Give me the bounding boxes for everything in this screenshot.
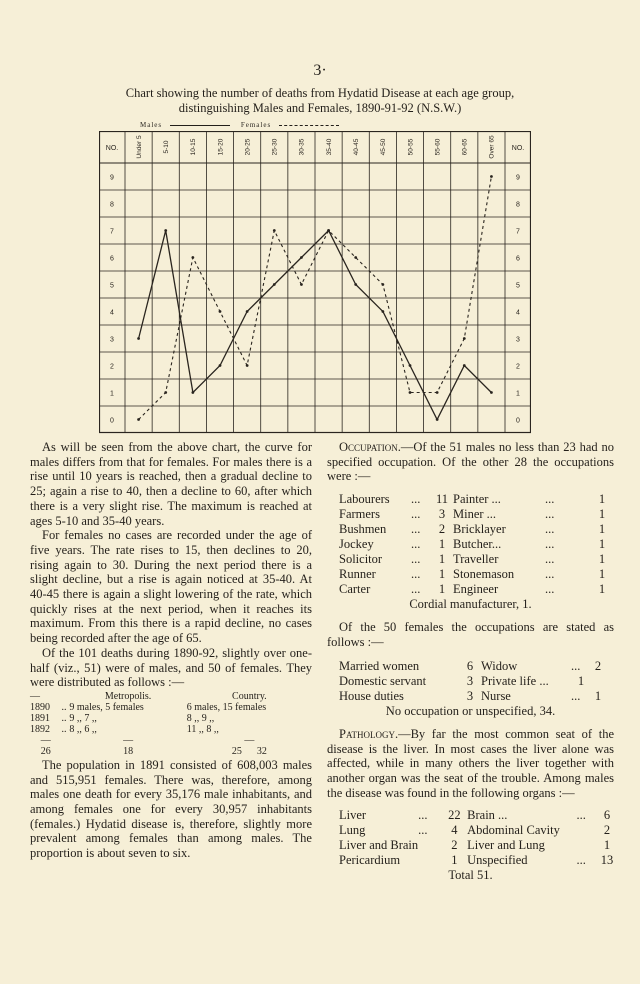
- organs-total: Total 51.: [448, 868, 493, 883]
- female-occupations-table: [339, 659, 605, 704]
- table-row: [339, 537, 609, 552]
- male-occupation-cell: Bushmen: [339, 522, 387, 537]
- page-number: 3·: [313, 62, 327, 79]
- males-data-point: [273, 283, 276, 286]
- y-tick-label-right: 1: [516, 390, 520, 398]
- males-data-point: [463, 364, 466, 367]
- male-occupation-cell: 1: [598, 537, 606, 552]
- male-occupation-cell: ...: [545, 582, 555, 597]
- dist-dots: ..: [61, 712, 67, 724]
- pathology-heading: Pathology.: [339, 726, 399, 741]
- organ-cell: 22: [448, 808, 461, 823]
- dist-total: 25: [231, 745, 242, 757]
- females-data-point: [381, 283, 384, 286]
- right-header: NO.: [511, 145, 525, 152]
- x-tick-label: Under 5: [135, 135, 143, 159]
- dist-total: 32: [256, 745, 267, 757]
- dist-total: 26: [40, 745, 51, 757]
- right-column: [327, 440, 614, 883]
- x-tick-label: Over 65: [488, 135, 496, 159]
- females-data-point: [327, 229, 330, 232]
- male-occupation-cell: ...: [411, 522, 421, 537]
- male-occupation-cell: 1: [438, 582, 446, 597]
- table-row: [339, 567, 609, 582]
- table-row: [339, 659, 605, 674]
- y-tick-label-right: 3: [516, 336, 520, 344]
- organ-cell: 1: [451, 853, 458, 868]
- male-occupation-cell: 1: [598, 492, 606, 507]
- females-data-point: [219, 310, 222, 313]
- female-occupation-cell: 1: [594, 689, 602, 704]
- legend-males-line: [170, 125, 230, 126]
- males-data-point: [219, 364, 222, 367]
- no-occupation-line: No occupation or unspecified, 34.: [385, 704, 556, 719]
- females-data-point: [137, 418, 140, 421]
- females-data-point: [164, 391, 167, 394]
- paragraph-females: For females no cases are recorded under the age of five years. The rate rises to 15, then declines to 20, rising again to 30. During the next period there is a slight decline, but a rise is again noticed at 35-40. At 40-45 there is again a slight lowering of the rate, which quickly rises at the next period, when it reaches its maximum. From this there is a rapid decline, no cases being recorded after the age of 65.: [30, 528, 312, 646]
- male-occupation-cell: Farmers: [339, 507, 380, 522]
- organ-cell: [418, 853, 441, 868]
- y-tick-label-left: 9: [110, 174, 114, 182]
- male-occupation-cell: Butcher...: [453, 537, 502, 552]
- legend-males: Males: [140, 121, 163, 129]
- organ-cell: Lung: [339, 823, 366, 838]
- table-row: [339, 582, 609, 597]
- y-tick-label-left: 8: [110, 201, 114, 209]
- y-tick-label-left: 1: [110, 390, 114, 398]
- y-tick-label-right: 6: [516, 255, 520, 263]
- y-tick-label-left: 0: [110, 417, 114, 425]
- male-occupation-cell: Jockey: [339, 537, 374, 552]
- pathology-text: —By far the most common seat of the disease is the liver. In most cases the liver alone was affected, while in many others the liver together with another organ was the seat of the trouble. Among males the disease was found in the following organs :—: [327, 726, 614, 800]
- male-occupation-cell: 2: [438, 522, 446, 537]
- organ-cell: 2: [603, 823, 611, 838]
- male-occupation-cell: ...: [545, 537, 555, 552]
- females-data-point: [436, 391, 439, 394]
- male-occupation-cell: 1: [598, 522, 606, 537]
- dist-total: 18: [123, 745, 134, 757]
- males-data-point: [436, 418, 439, 421]
- y-tick-label-right: 5: [516, 282, 520, 290]
- males-data-point: [300, 256, 303, 259]
- organ-cell: ...: [418, 808, 428, 823]
- chart-caption: [60, 86, 580, 116]
- male-occupation-cell: 11: [435, 492, 449, 507]
- y-tick-label-left: 5: [110, 282, 114, 290]
- paragraph-distribution: Of the 101 deaths during 1890-92, slightly over one-half (viz., 51) were of males, and 50 of females. They were distributed as follows :—: [30, 645, 312, 690]
- x-tick-label: 55-60: [434, 138, 442, 156]
- males-data-point: [191, 391, 194, 394]
- legend-females: Females: [240, 121, 272, 129]
- organ-cell: Unspecified: [467, 853, 528, 868]
- x-tick-label: 5-10: [163, 140, 171, 154]
- organ-cell: ...: [418, 823, 428, 838]
- x-tick-label: 40-45: [353, 138, 361, 156]
- males-data-point: [246, 310, 249, 313]
- females-data-point: [300, 283, 303, 286]
- y-tick-label-right: 8: [516, 201, 520, 209]
- dist-country: 6 males, 15 females: [186, 701, 267, 713]
- dist-dots: ..: [61, 701, 67, 713]
- organ-cell: [577, 823, 600, 838]
- male-occupations-table: [339, 492, 609, 597]
- male-occupation-cell: Solicitor: [339, 552, 383, 567]
- dist-metropolis: 8 ,, 6 ,,: [69, 723, 97, 735]
- male-occupation-cell: ...: [411, 567, 421, 582]
- table-row: [30, 724, 312, 735]
- organ-cell: Abdominal Cavity: [467, 823, 560, 838]
- male-occupation-cell: 1: [598, 552, 606, 567]
- male-occupation-cell: ...: [545, 492, 555, 507]
- organ-cell: Pericardium: [339, 853, 401, 868]
- male-occupation-cell: 1: [598, 582, 606, 597]
- females-data-point: [409, 391, 412, 394]
- female-occupation-cell: 6: [466, 659, 474, 674]
- female-occupation-cell: House duties: [339, 689, 404, 704]
- organ-cell: 4: [451, 823, 458, 838]
- table-row: [339, 507, 609, 522]
- male-occupation-cell: Engineer: [453, 582, 499, 597]
- table-row: [339, 808, 614, 823]
- paragraph-female-intro: Of the 50 females the occupations are stated as follows :—: [327, 619, 614, 649]
- male-occupation-cell: Carter: [339, 582, 371, 597]
- dist-rule: —: [123, 734, 134, 746]
- x-tick-label: 50-55: [407, 138, 415, 156]
- y-tick-label-left: 2: [110, 363, 114, 371]
- left-column: [30, 440, 312, 861]
- female-occupation-cell: 2: [594, 659, 602, 674]
- x-tick-label: 35-40: [325, 138, 333, 156]
- male-occupation-cell: ...: [411, 492, 421, 507]
- organ-cell: 1: [603, 838, 611, 853]
- dist-country: 11 ,, 8 ,,: [186, 723, 219, 735]
- organ-cell: [577, 838, 600, 853]
- y-tick-label-right: 2: [516, 363, 520, 371]
- organ-cell: [418, 838, 441, 853]
- paragraph-curve: As will be seen from the above chart, the curve for males differs from that for females. For males there is a rise until 10 years is reached, then a gradual decline to 25; again a rise to 40, then a decline to 60, after which there is a very slight rise. The maximum is reached at ages 5-10 and 35-40 years.: [30, 440, 312, 528]
- table-row: [339, 838, 614, 853]
- females-data-point: [354, 256, 357, 259]
- occupation-intro: —Of the 51 males no less than 23 had no specified occupation. Of the other 28 the occupations were :—: [327, 440, 614, 484]
- female-occupation-cell: 3: [466, 674, 474, 689]
- male-occupation-cell: 3: [438, 507, 446, 522]
- male-occupation-cell: 1: [598, 507, 606, 522]
- table-row: [30, 746, 312, 757]
- organs-table: [339, 808, 614, 868]
- male-occupation-cell: ...: [411, 582, 421, 597]
- dist-year: 1892: [30, 723, 50, 735]
- dist-metropolis: 9 males, 5 females: [69, 701, 144, 713]
- males-data-point: [137, 337, 140, 340]
- male-occupation-cell: Runner: [339, 567, 376, 582]
- male-occupation-cell: ...: [411, 552, 421, 567]
- female-occupation-cell: 1: [577, 674, 585, 689]
- x-tick-label: 45-50: [380, 138, 388, 156]
- males-data-point: [490, 391, 493, 394]
- dist-totals-country: [187, 746, 312, 757]
- females-data-point: [490, 175, 493, 178]
- table-row: [339, 853, 614, 868]
- organ-cell: ...: [576, 808, 586, 823]
- male-occupation-cell: 1: [438, 537, 446, 552]
- occupation-heading: Occupation.: [339, 440, 401, 454]
- deaths-chart: [99, 131, 531, 435]
- x-tick-label: 30-35: [298, 138, 306, 156]
- dist-header-dash: —: [30, 690, 40, 702]
- distribution-table: [30, 691, 312, 757]
- male-occupation-cell: ...: [545, 567, 555, 582]
- organ-cell: Liver: [339, 808, 367, 823]
- organ-cell: ...: [576, 853, 586, 868]
- organ-cell: 2: [451, 838, 458, 853]
- male-occupation-cell: Stonemason: [453, 567, 515, 582]
- dist-totals-metro: [69, 746, 186, 757]
- organ-cell: Brain ...: [467, 808, 508, 823]
- y-tick-label-right: 4: [516, 309, 520, 317]
- y-tick-label-left: 3: [110, 336, 114, 344]
- dist-dots: ..: [61, 723, 67, 735]
- males-data-point: [354, 283, 357, 286]
- paragraph-occupation: [327, 440, 614, 484]
- dist-header-country: Country.: [232, 690, 267, 702]
- male-occupation-cell: Traveller: [453, 552, 499, 567]
- y-tick-label-left: 7: [110, 228, 114, 236]
- dist-metropolis: 9 ,, 7 ,,: [69, 712, 97, 724]
- cordial-line: Cordial manufacturer, 1.: [409, 597, 532, 612]
- female-occupation-cell: ...: [571, 689, 581, 704]
- dist-header-metropolis: Metropolis.: [104, 690, 152, 702]
- table-row: [339, 689, 605, 704]
- males-data-point: [164, 229, 167, 232]
- dist-year: 1891: [30, 712, 50, 724]
- females-data-point: [463, 337, 466, 340]
- caption-line-2: distinguishing Males and Females, 1890-91-92 (N.S.W.): [178, 101, 462, 115]
- caption-line-1: Chart showing the number of deaths from Hydatid Disease at each age group,: [125, 86, 515, 100]
- male-occupation-cell: ...: [545, 522, 555, 537]
- female-occupation-cell: Nurse: [481, 689, 511, 704]
- females-data-point: [191, 256, 194, 259]
- dist-year: 1890: [30, 701, 50, 713]
- organ-cell: 13: [600, 853, 614, 868]
- male-occupation-cell: ...: [545, 552, 555, 567]
- males-data-point: [409, 364, 412, 367]
- organ-cell: 6: [603, 808, 611, 823]
- x-tick-label: 25-30: [271, 138, 279, 156]
- table-row: [339, 492, 609, 507]
- males-data-point: [381, 310, 384, 313]
- dist-rule: —: [244, 734, 255, 746]
- y-tick-label-left: 4: [110, 309, 114, 317]
- x-tick-label: 15-20: [217, 138, 225, 156]
- table-row: [30, 735, 312, 746]
- organ-cell: Liver and Lung: [467, 838, 545, 853]
- male-occupation-cell: Painter ...: [453, 492, 501, 507]
- male-occupation-cell: ...: [545, 507, 555, 522]
- y-tick-label-left: 6: [110, 255, 114, 263]
- female-occupation-cell: Widow: [481, 659, 518, 674]
- female-occupation-cell: Married women: [339, 659, 420, 674]
- paragraph-pathology: [327, 727, 614, 801]
- left-header: NO.: [105, 145, 119, 152]
- table-row: [339, 823, 614, 838]
- male-occupation-cell: Miner ...: [453, 507, 497, 522]
- legend-females-line: [279, 125, 339, 126]
- dist-country: 8 ,, 9 ,,: [186, 712, 215, 724]
- females-data-point: [246, 364, 249, 367]
- table-row: [30, 702, 312, 713]
- male-occupation-cell: Labourers: [339, 492, 390, 507]
- female-occupation-cell: Domestic servant: [339, 674, 427, 689]
- male-occupation-cell: ...: [411, 537, 421, 552]
- females-data-point: [273, 229, 276, 232]
- paragraph-population: The population in 1891 consisted of 608,003 males and 515,951 females. There was, therefore, among males one death for every 35,176 male inhabitants, and among females one for every 30,957 inhabitants (females.) Hydatid disease is, therefore, slightly more prevalent among females than among males. The proportion is about seven to six.: [30, 757, 312, 861]
- male-occupation-cell: ...: [411, 507, 421, 522]
- organ-cell: Liver and Brain: [339, 838, 419, 853]
- male-occupation-cell: Bricklayer: [453, 522, 506, 537]
- table-row: [339, 674, 605, 689]
- dist-rule: —: [40, 734, 51, 746]
- chart-legend: [140, 121, 500, 129]
- table-row: [339, 522, 609, 537]
- female-occupation-cell: Private life ...: [481, 674, 549, 689]
- table-row: [30, 713, 312, 724]
- x-tick-label: 60-65: [461, 138, 469, 156]
- male-occupation-cell: 1: [598, 567, 606, 582]
- female-occupation-cell: 3: [466, 689, 474, 704]
- x-tick-label: 20-25: [244, 138, 252, 156]
- y-tick-label-right: 0: [516, 417, 520, 425]
- y-tick-label-right: 7: [516, 228, 520, 236]
- y-tick-label-right: 9: [516, 174, 520, 182]
- female-occupation-cell: ...: [571, 659, 581, 674]
- male-occupation-cell: 1: [438, 552, 446, 567]
- male-occupation-cell: 1: [438, 567, 446, 582]
- x-tick-label: 10-15: [190, 138, 198, 156]
- table-row: [339, 552, 609, 567]
